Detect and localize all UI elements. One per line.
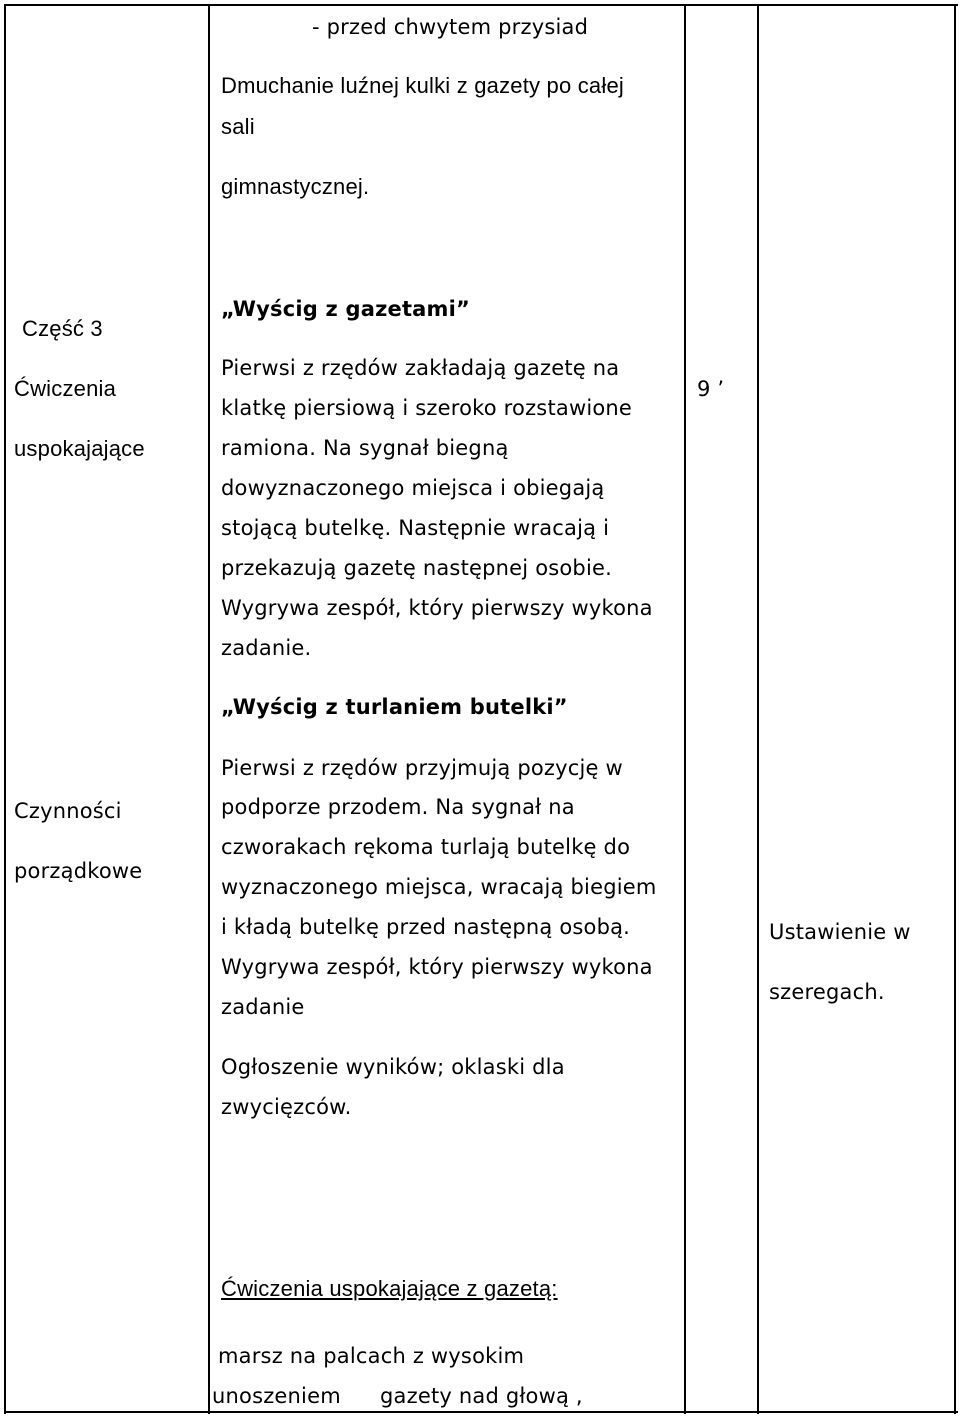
march-line-1: marsz na palcach z wysokim <box>218 1344 525 1368</box>
table-border-right <box>954 4 956 1414</box>
part3-title: Część 3 <box>22 316 103 341</box>
race1-title: „Wyścig z gazetami” <box>221 297 471 321</box>
race2-title: „Wyścig z turlaniem butelki” <box>221 695 568 719</box>
column-divider-2 <box>684 4 686 1414</box>
race2-line: Wygrywa zespół, który pierwszy wykona <box>221 955 653 979</box>
table-border-left <box>4 4 6 1414</box>
march-line-2b: gazety nad głową , <box>380 1384 583 1408</box>
race2-line: zadanie <box>221 995 305 1019</box>
race1-line: stojącą butelkę. Następnie wracają i <box>221 516 610 540</box>
results-line-2: zwycięzców. <box>221 1095 352 1119</box>
race1-line: ramiona. Na sygnał biegną <box>221 436 509 460</box>
race2-line: i kładą butelkę przed następną osobą. <box>221 915 631 939</box>
table-border-bottom <box>4 1411 958 1413</box>
race1-line: zadanie. <box>221 636 312 660</box>
race2-line: czworakach rękoma turlają butelkę do <box>221 835 631 859</box>
race2-line: wyznaczonego miejsca, wracają biegiem <box>221 875 657 899</box>
column-divider-1 <box>208 4 210 1414</box>
race1-line: dowyznaczonego miejsca i obiegają <box>221 476 605 500</box>
race1-line: Pierwsi z rzędów zakładają gazetę na <box>221 356 620 380</box>
time-value: 9 ’ <box>697 377 725 401</box>
race1-line: klatkę piersiową i szeroko rozstawione <box>221 396 633 420</box>
race2-line: Pierwsi z rzędów przyjmują pozycję w <box>221 756 623 780</box>
march-line-2a: unoszeniem <box>212 1384 341 1408</box>
part3-subtitle-1: Ćwiczenia <box>14 376 117 401</box>
race1-line: przekazują gazetę następnej osobie. <box>221 556 612 580</box>
race2-line: podporze przodem. Na sygnał na <box>221 795 575 819</box>
results-line-1: Ogłoszenie wyników; oklaski dla <box>221 1055 565 1079</box>
blow-text-line-3: gimnastycznej. <box>221 174 370 199</box>
setup-line-1: Ustawienie w <box>769 920 911 944</box>
order-label-2: porządkowe <box>14 859 143 883</box>
race1-line: Wygrywa zespół, który pierwszy wykona <box>221 596 653 620</box>
squat-line: - przed chwytem przysiad <box>312 15 589 39</box>
blow-text-line-1: Dmuchanie luźnej kulki z gazety po całej <box>221 73 624 98</box>
part3-subtitle-2: uspokajające <box>14 436 145 461</box>
setup-line-2: szeregach. <box>769 980 885 1004</box>
order-label-1: Czynności <box>14 799 122 823</box>
table-border-top <box>4 4 958 6</box>
blow-text-line-2: sali <box>221 114 255 139</box>
calm-exercises-title: Ćwiczenia uspokajające z gazetą: <box>221 1276 558 1301</box>
column-divider-3 <box>757 4 759 1414</box>
